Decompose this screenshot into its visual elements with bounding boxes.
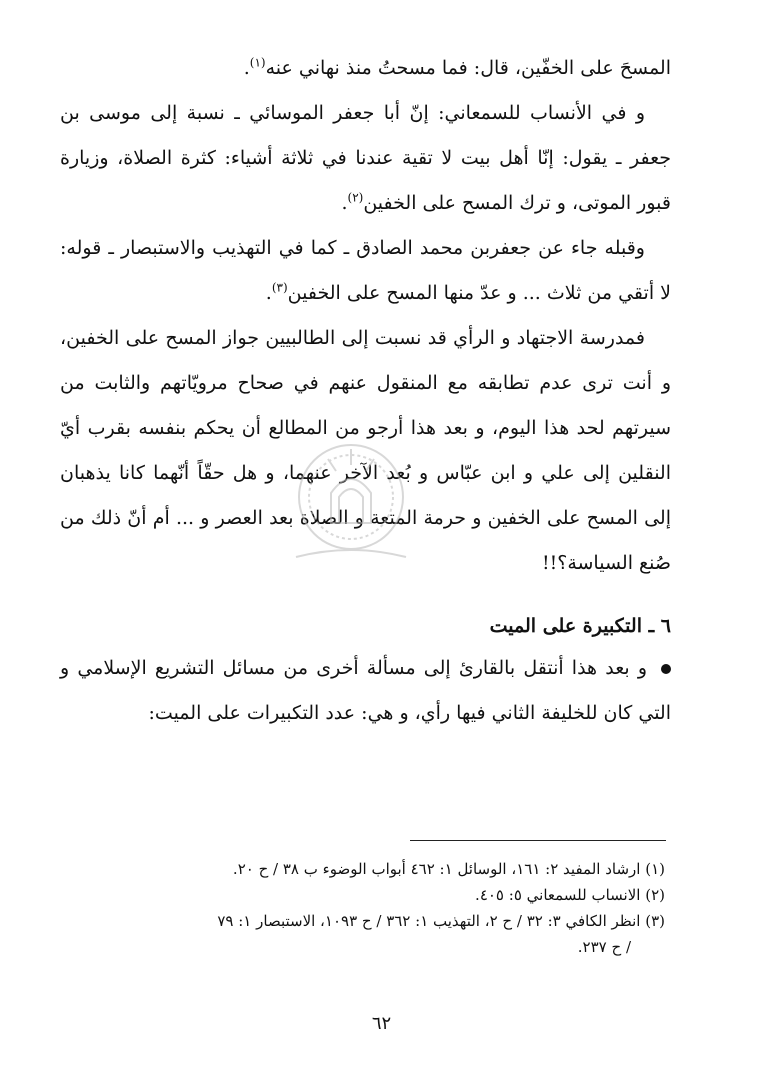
footnote-2: (٢) الانساب للسمعاني ٥: ٤٠٥. [475, 886, 665, 904]
paragraph-1 [60, 46, 671, 91]
bullet-paragraph-text: و بعد هذا أنتقل بالقارئ إلى مسألة أخرى من مسائل التشريع الإسلامي و التي كان للخليفة الثاني فيها رأي، و هي: عدد التكبيرات على الميت: [60, 657, 671, 724]
paragraph-3-text: وقبله جاء عن جعفربن محمد الصادق ـ كما في التهذيب والاستبصار ـ قوله: لا أتقي من ثلاث ... و عدّ منها المسح على الخفين [60, 237, 671, 304]
bullet-dot-icon [661, 664, 671, 674]
section-heading: ٦ ـ التكبيرة على الميت [489, 615, 671, 637]
footnote-ref-1[interactable]: (١) [249, 55, 266, 70]
paragraph-1-end: . [243, 57, 250, 79]
footnotes [60, 856, 665, 960]
page-number: ٦٢ [371, 1013, 392, 1034]
footnote-3-continuation: / ح ٢٣٧. [577, 938, 631, 956]
footnote-1: (١) ارشاد المفيد ٢: ١٦١، الوسائل ١: ٤٦٢ أبواب الوضوء ب ٣٨ / ح ٢٠. [232, 860, 665, 878]
paragraph-2-end: . [341, 192, 348, 214]
footnote-divider [410, 840, 666, 841]
footnote-ref-2[interactable]: (٢) [347, 190, 364, 205]
paragraph-3 [60, 226, 671, 316]
paragraph-2-text: و في الأنساب للسمعاني: إنّ أبا جعفر الموسائي ـ نسبة إلى موسى بن جعفر ـ يقول: إنّا أهل بيت لا تقية عندنا في ثلاثة أشياء: كثرة الصلاة، وزيارة قبور الموتى، و ترك المسح على الخفين [60, 102, 671, 214]
paragraph-4 [60, 316, 671, 586]
paragraph-3-end: . [265, 282, 272, 304]
paragraph-1-text: المسحَ على الخفّين، قال: فما مسحتُ منذ نهاني عنه [265, 57, 671, 79]
main-text [60, 46, 671, 736]
footnote-ref-3[interactable]: (٣) [271, 280, 288, 295]
paragraph-4-text: فمدرسة الاجتهاد و الرأي قد نسبت إلى الطالبيين جواز المسح على الخفين، و أنت ترى عدم تطابقه مع المنقول عنهم في صحاح مرويّاتهم والثابت من سيرتهم لحد هذا اليوم، و بعد هذا أرجو من المطالع أن يحكم بنفسه بقرب أيّ النقلين إلى علي و ابن عبّاس و بُعد الآخر عنهما، و هل حقّاً أنّهما كانا يذهبان إلى المسح على الخفين و حرمة المتعة و الصلاة بعد العصر و ... أم أنّ ذلك من صُنع السياسة؟!! [60, 327, 671, 574]
bullet-paragraph [60, 646, 671, 736]
paragraph-2 [60, 91, 671, 226]
footnote-3: (٣) انظر الكافي ٣: ٣٢ / ح ٢، التهذيب ١: ٣٦٢ / ح ١٠٩٣، الاستبصار ١: ٧٩ [217, 912, 665, 930]
